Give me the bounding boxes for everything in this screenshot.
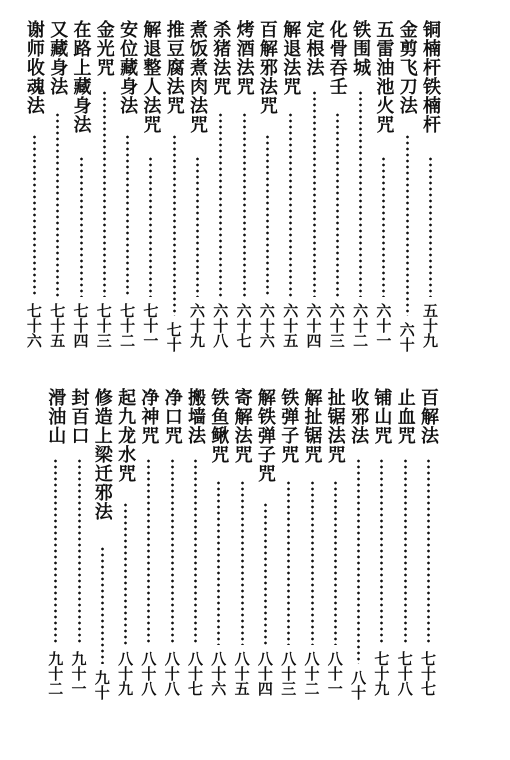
toc-entry: [301, 388, 323, 708]
toc-entry-title: 净神咒: [138, 388, 160, 445]
toc-entry: [184, 388, 206, 708]
toc-leader-dots: [266, 134, 269, 297]
toc-leader-dots: [243, 112, 246, 297]
toc-leader-dots: [289, 112, 292, 297]
toc-page-number: 七十五: [48, 303, 67, 348]
toc-entry: [209, 20, 231, 360]
toc-page-number: 七十九: [372, 651, 391, 696]
toc-entry: [231, 388, 253, 708]
toc-entry-title: 起九龙水咒: [115, 388, 137, 483]
toc-page-number: 六十九: [188, 303, 206, 348]
toc-page-number: 六十二: [351, 303, 370, 348]
toc-leader-dots: [33, 134, 36, 297]
toc-entry-title: 金剪飞刀法: [396, 20, 418, 115]
toc-page-number: 七十六: [24, 303, 43, 348]
toc-entry: [93, 20, 115, 360]
toc-entry: [137, 388, 159, 708]
toc-page-number: 九十一: [69, 651, 88, 696]
toc-entry-title: 百解邪法咒: [256, 20, 278, 115]
toc-leader-dots: [149, 156, 152, 297]
toc-entry: [279, 20, 301, 360]
toc-entry-title: 烤酒法咒: [233, 20, 255, 96]
toc-page-number: 八十九: [116, 651, 135, 696]
toc-entry-title: 煮饭煮肉法咒: [187, 20, 208, 134]
toc-entry: [44, 388, 66, 708]
toc-entry: [91, 388, 113, 708]
toc-entry-title: 杀猪法咒: [210, 20, 232, 96]
toc-page-number: 七十: [164, 322, 183, 352]
toc-leader-dots: [78, 458, 81, 645]
toc-entry: [23, 20, 45, 360]
toc-page-number: 七十二: [118, 303, 137, 348]
toc-page-number: 八十二: [302, 651, 321, 696]
toc-page-number: 八十八: [139, 651, 158, 696]
toc-leader-dots: [194, 458, 197, 645]
toc-entry: [349, 20, 371, 360]
toc-entry-title: 解铁弹子咒: [254, 388, 276, 483]
toc-entry: [161, 388, 183, 708]
toc-leader-dots: [101, 546, 104, 664]
toc-leader-dots: [311, 480, 314, 645]
toc-leader-dots: [313, 90, 316, 297]
toc-entry-title: 谢师收魂法: [23, 20, 45, 115]
toc-entry-title: 解扯锯咒: [301, 388, 323, 464]
toc-entry-title: 百解法: [418, 388, 439, 445]
toc-entry-title: 修造上梁迁邪法: [91, 388, 113, 521]
toc-entry-title: 收邪法: [348, 388, 370, 445]
toc-entry: [233, 20, 255, 360]
toc-entry-title: 寄解法咒: [231, 388, 253, 464]
toc-page-number: 六十一: [374, 303, 393, 348]
toc-leader-dots: [217, 480, 220, 645]
toc-entry-title: 定根法: [303, 20, 325, 77]
toc-entry: [324, 388, 346, 708]
toc-page-number: 六十八: [211, 303, 230, 348]
toc-leader-dots: [427, 458, 430, 645]
toc-entry-title: 搬墙法: [185, 388, 206, 445]
toc-block-top: [0, 20, 510, 360]
toc-entry: [46, 20, 68, 360]
toc-page-number: 七十七: [419, 651, 437, 696]
toc-leader-dots: [126, 134, 129, 297]
toc-entry: [417, 388, 439, 708]
toc-entry: [394, 388, 416, 708]
toc-entry-title: 在路上藏身法: [70, 20, 92, 134]
toc-leader-dots: [382, 156, 385, 297]
toc-entry-title: 五雷油池火咒: [373, 20, 395, 134]
toc-page-number: 六十六: [257, 303, 276, 348]
toc-leader-dots: [429, 156, 432, 297]
toc-entry-title: 化骨吞壬: [326, 20, 348, 96]
toc-entry: [370, 388, 392, 708]
toc-entry-title: 解退法咒: [280, 20, 302, 96]
toc-block-bottom: [0, 388, 510, 708]
toc-entry: [303, 20, 325, 360]
toc-page-number: 八十七: [186, 651, 204, 696]
toc-entry-title: 铁围城: [350, 20, 372, 77]
toc-entry-title: 解退整人法咒: [140, 20, 162, 134]
toc-leader-dots: [404, 458, 407, 645]
toc-page-number: 八十一: [325, 651, 344, 696]
toc-leader-dots: [124, 502, 127, 645]
toc-leader-dots: [334, 480, 337, 645]
toc-page-number: 六十四: [304, 303, 323, 348]
toc-page-number: 七十八: [395, 651, 414, 696]
toc-entry: [396, 20, 418, 360]
toc-leader-dots: [264, 502, 267, 645]
toc-entry: [163, 20, 185, 360]
toc-page-number: 九十二: [46, 651, 65, 696]
toc-page-number: 八十六: [209, 651, 228, 696]
toc-entry: [68, 388, 90, 708]
toc-leader-dots: [287, 480, 290, 645]
toc-leader-dots: [380, 458, 383, 645]
toc-entry-title: 滑油山: [45, 388, 67, 445]
toc-entry-title: 又藏身法: [47, 20, 69, 96]
toc-entry: [207, 388, 229, 708]
toc-entry: [372, 20, 394, 360]
toc-page-number: 八十四: [255, 651, 274, 696]
toc-leader-dots: [241, 480, 244, 645]
toc-leader-dots: [56, 112, 59, 297]
toc-page-number: 八十: [349, 670, 368, 700]
toc-entry: [70, 20, 92, 360]
toc-page-number: 七十三: [94, 303, 113, 348]
toc-entry: [186, 20, 208, 360]
toc-entry: [326, 20, 348, 360]
toc-leader-dots: [357, 458, 360, 664]
toc-entry: [419, 20, 441, 360]
toc-entry-title: 净口咒: [161, 388, 183, 445]
toc-leader-dots: [54, 458, 57, 645]
toc-page-number: 八十八: [162, 651, 181, 696]
toc-entry: [277, 388, 299, 708]
toc-entry: [254, 388, 276, 708]
toc-entry-title: 止血咒: [394, 388, 416, 445]
toc-page-number: 五十九: [421, 303, 439, 348]
toc-page-number: 八十三: [279, 651, 298, 696]
toc-entry-title: 铜楠杆铁楠杆: [420, 20, 441, 134]
toc-leader-dots: [336, 112, 339, 297]
toc-entry-title: 扯锯法咒: [324, 388, 346, 464]
toc-entry-title: 推豆腐法咒: [163, 20, 185, 115]
toc-leader-dots: [80, 156, 83, 297]
toc-entry: [116, 20, 138, 360]
toc-leader-dots: [173, 134, 176, 316]
toc-page-number: 六十: [397, 322, 416, 352]
toc-leader-dots: [359, 90, 362, 297]
toc-entry-title: 铁弹子咒: [278, 388, 300, 464]
toc-entry: [139, 20, 161, 360]
toc-leader-dots: [196, 156, 199, 297]
toc-entry: [347, 388, 369, 708]
toc-page-number: 六十五: [281, 303, 300, 348]
toc-page-number: 八十五: [232, 651, 251, 696]
toc-page-number: 九十: [92, 670, 111, 700]
toc-leader-dots: [219, 112, 222, 297]
toc-leader-dots: [103, 90, 106, 297]
toc-leader-dots: [406, 134, 409, 316]
toc-entry-title: 铁鱼鳅咒: [208, 388, 230, 464]
toc-leader-dots: [147, 458, 150, 645]
toc-entry-title: 安位藏身法: [117, 20, 139, 115]
toc-page-number: 六十七: [234, 303, 253, 348]
toc-page-number: 七十四: [71, 303, 90, 348]
toc-page-number: 七十一: [141, 303, 160, 348]
toc-entry-title: 封百口: [68, 388, 90, 445]
toc-entry: [256, 20, 278, 360]
toc-entry-title: 铺山咒: [371, 388, 393, 445]
toc-page-number: 六十三: [327, 303, 346, 348]
toc-entry: [114, 388, 136, 708]
toc-leader-dots: [171, 458, 174, 645]
toc-entry-title: 金光咒: [93, 20, 115, 77]
